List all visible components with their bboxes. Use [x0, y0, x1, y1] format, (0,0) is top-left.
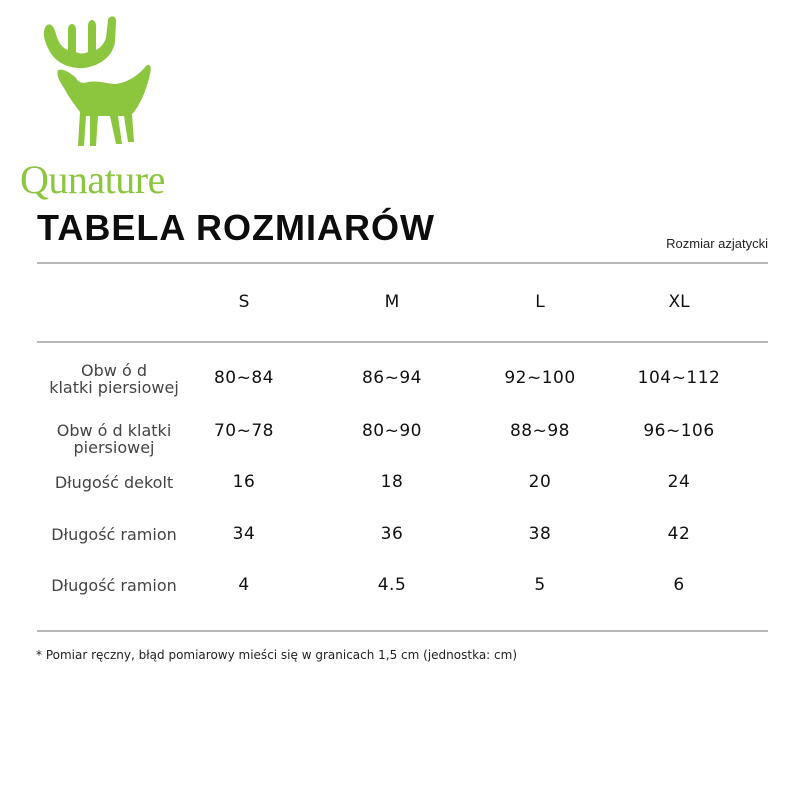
- table-cell: 18: [380, 472, 404, 492]
- table-cell: 4: [238, 575, 250, 595]
- table-cell: 92~100: [504, 368, 576, 388]
- row-label: [30, 526, 198, 543]
- row-label-line: klatki piersiowej: [49, 378, 179, 397]
- row-label-line: Obw ó d: [81, 361, 147, 380]
- divider-header: [37, 341, 768, 343]
- table-cell: 4.5: [377, 575, 407, 595]
- row-label: [30, 577, 198, 594]
- divider-top: [37, 262, 768, 264]
- brand-name: Qunature: [20, 157, 165, 202]
- page-title: TABELA ROZMIARÓW: [37, 207, 435, 248]
- table-cell: 5: [534, 575, 546, 595]
- table-cell: 42: [667, 524, 691, 544]
- table-cell: 20: [528, 472, 552, 492]
- row-label: [30, 362, 198, 396]
- page-subtitle: Rozmiar azjatycki: [666, 236, 768, 251]
- divider-bottom: [37, 630, 768, 632]
- row-label-line: Długość dekolt: [54, 473, 174, 492]
- table-cell: 88~98: [509, 421, 571, 441]
- column-header-s: S: [238, 292, 250, 312]
- table-cell: 80~90: [361, 421, 423, 441]
- table-cell: 16: [232, 472, 256, 492]
- table-cell: 38: [528, 524, 552, 544]
- table-cell: 36: [380, 524, 404, 544]
- column-header-l: L: [535, 292, 545, 312]
- column-header-m: M: [384, 292, 400, 312]
- brand-logo: [18, 12, 188, 202]
- row-label-line: piersiowej: [73, 438, 155, 457]
- footnote: * Pomiar ręczny, błąd pomiarowy mieści się w granicach 1,5 cm (jednostka: cm): [36, 648, 517, 662]
- table-cell: 34: [232, 524, 256, 544]
- table-cell: 80~84: [213, 368, 275, 388]
- table-cell: 70~78: [213, 421, 275, 441]
- row-label-line: Długość ramion: [51, 576, 177, 595]
- table-cell: 86~94: [361, 368, 423, 388]
- table-cell: 96~106: [643, 421, 715, 441]
- table-cell: 104~112: [637, 368, 721, 388]
- row-label-line: Obw ó d klatki: [56, 421, 172, 440]
- row-label: [30, 474, 198, 491]
- column-header-xl: XL: [668, 292, 690, 312]
- row-label-line: Długość ramion: [51, 525, 177, 544]
- deer-icon: [38, 12, 168, 157]
- table-cell: 6: [673, 575, 685, 595]
- table-cell: 24: [667, 472, 691, 492]
- row-label: [30, 422, 198, 456]
